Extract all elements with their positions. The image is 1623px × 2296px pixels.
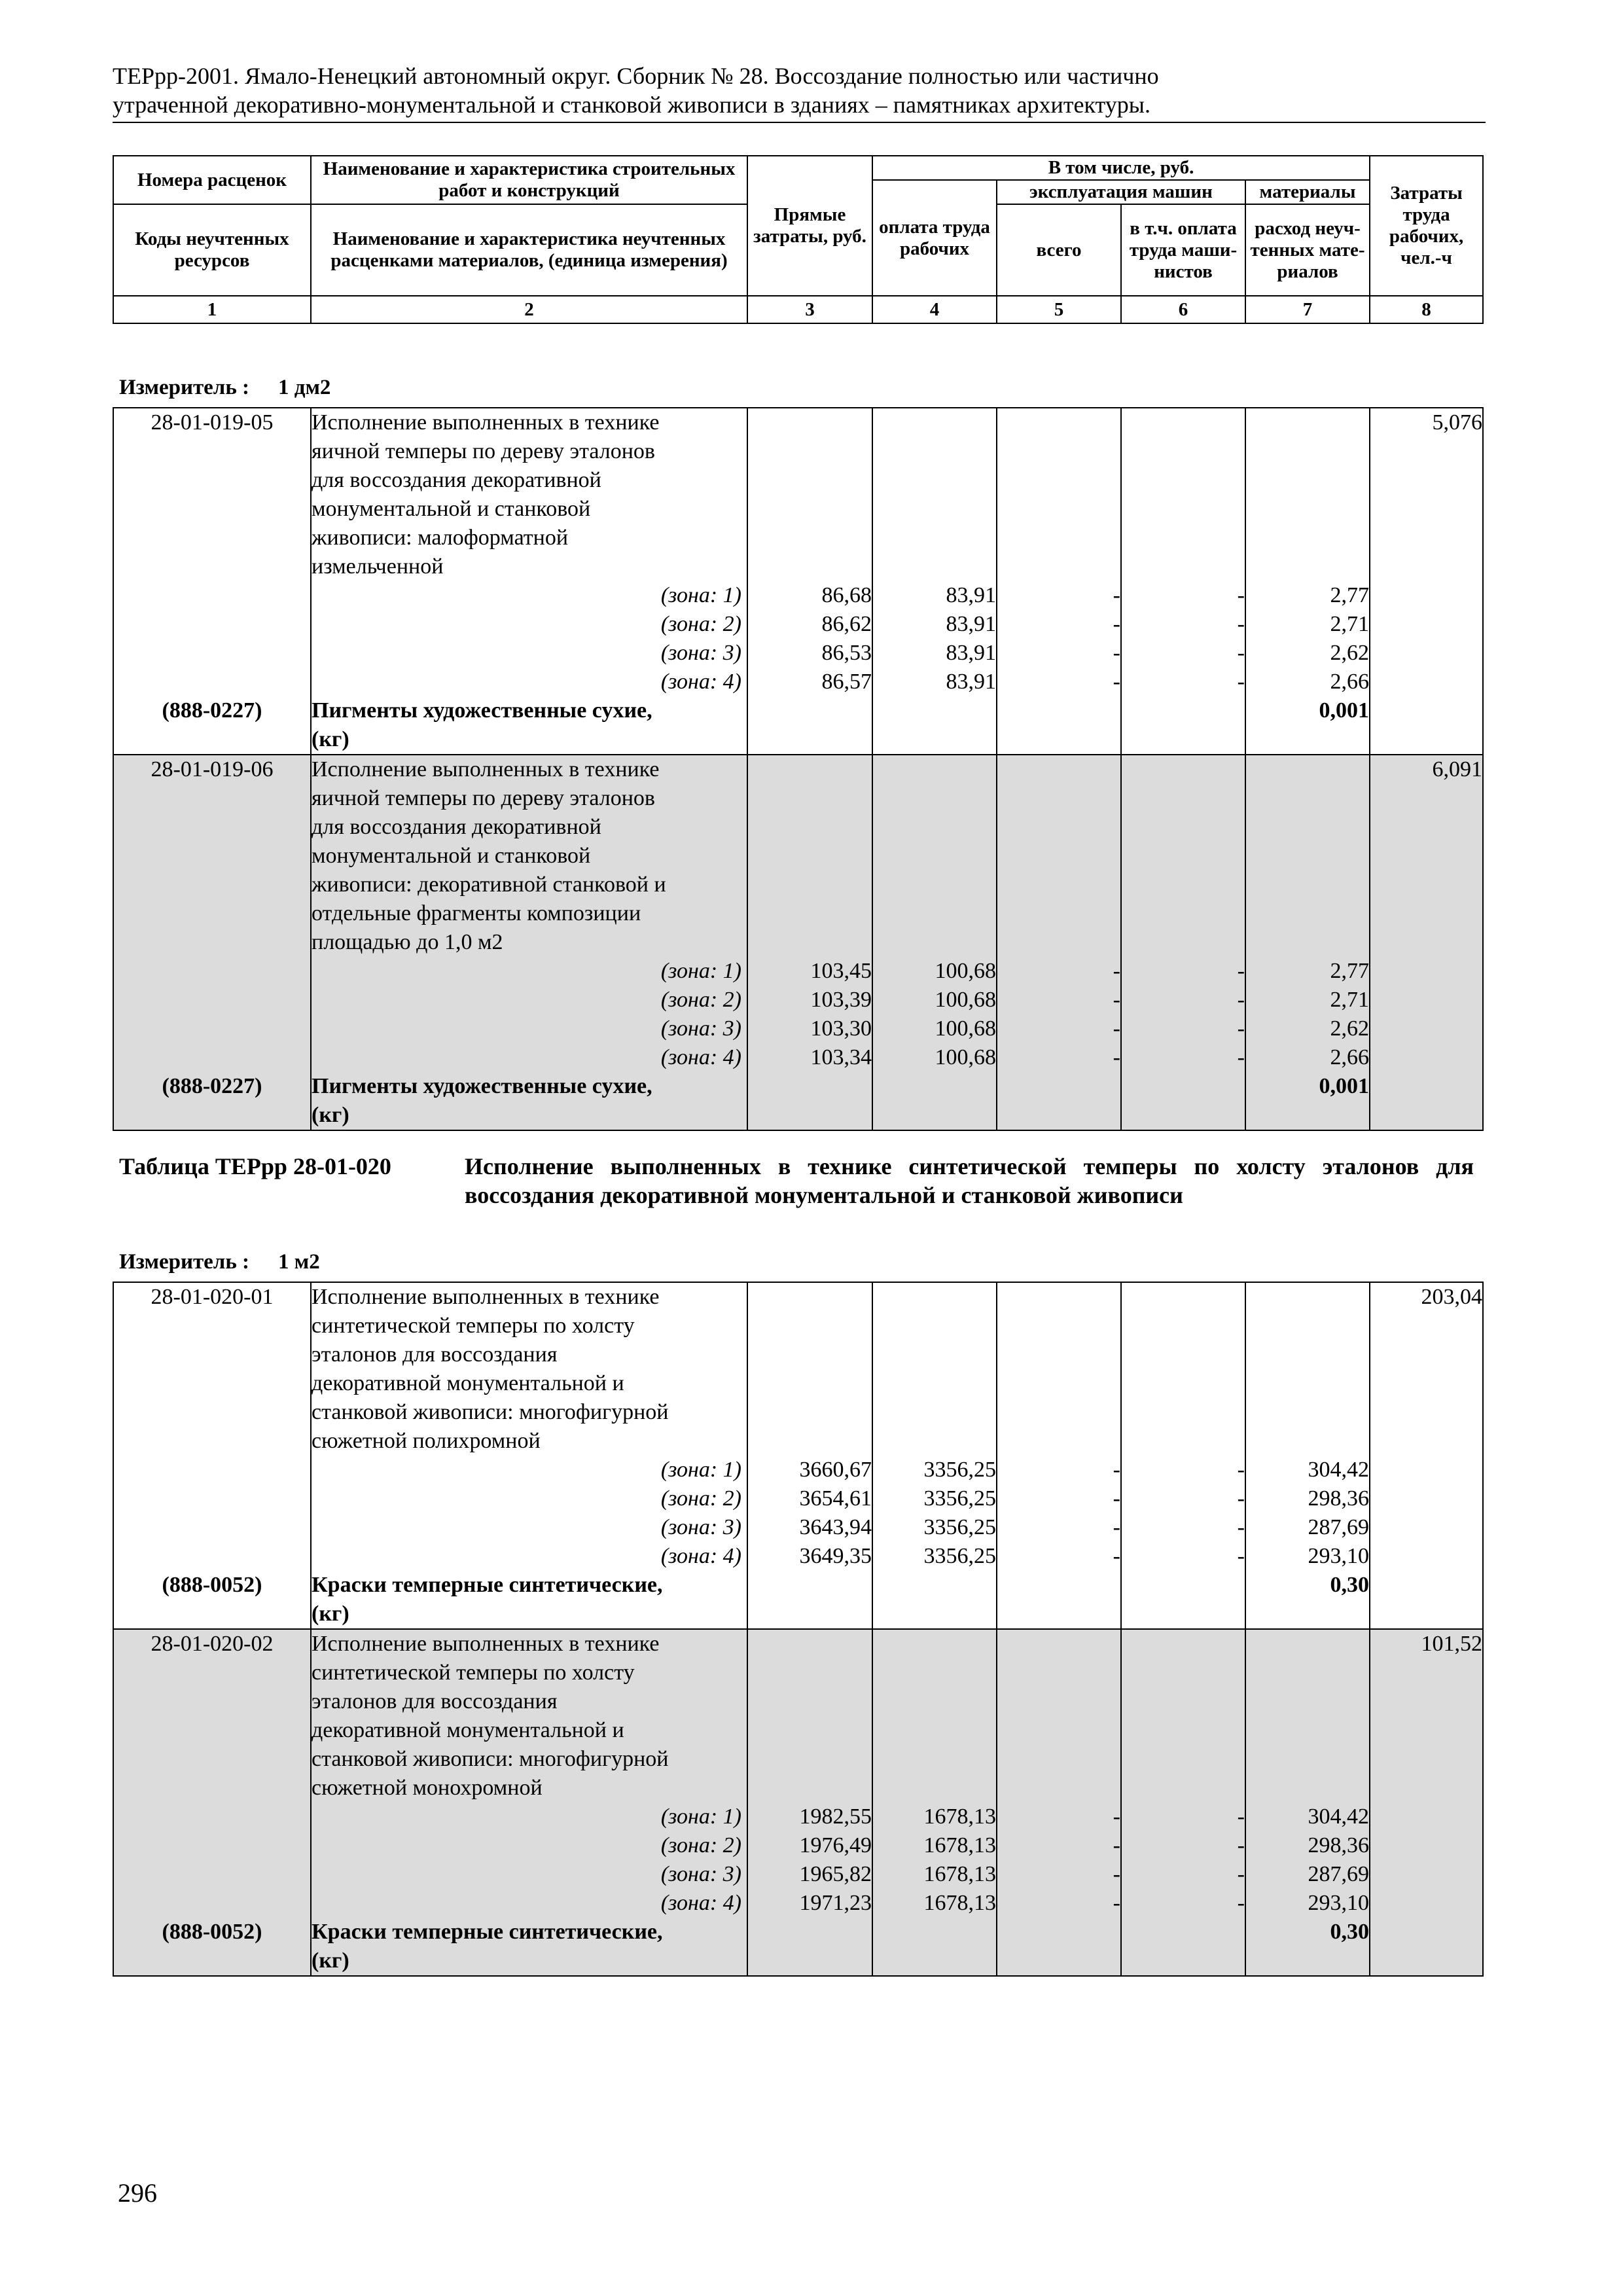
direct-cost-cell xyxy=(747,1282,872,1629)
hdr-resource-codes: Коды неучтенных ресурсов xyxy=(113,204,311,296)
direct-cost: 3649,35 xyxy=(799,1544,872,1568)
material-cost: 287,69 xyxy=(1308,1515,1369,1539)
machinist-pay: - xyxy=(1237,1833,1245,1857)
resource-code: (888-0052) xyxy=(162,1573,262,1597)
header-line-1: ТЕРрр-2001. Ямало-Ненецкий автономный округ. Сборник № 28. Воссоздание полностью или частично xyxy=(113,63,1159,89)
worker-pay: 3356,25 xyxy=(923,1544,996,1568)
col-number: 7 xyxy=(1245,296,1370,323)
worker-pay: 83,91 xyxy=(946,670,996,694)
material-cost-cell xyxy=(1245,1629,1370,1976)
machines-total: - xyxy=(1113,1862,1120,1886)
labor-cost-cell xyxy=(1370,1282,1483,1629)
table-title-text: Исполнение выполненных в технике синтетической темперы по холсту эталонов для воссоздания декоративной монументальной и станковой живописи xyxy=(465,1153,1474,1208)
direct-cost: 86,68 xyxy=(821,583,872,607)
machines-total: - xyxy=(1113,959,1120,983)
material-cost: 2,71 xyxy=(1330,612,1369,636)
worker-pay: 1678,13 xyxy=(923,1804,996,1829)
description-line: синтетической темперы по холсту xyxy=(312,1314,635,1338)
rate-entry xyxy=(113,1629,1483,1976)
zone-label: (зона: 3) xyxy=(660,1862,741,1886)
material-cost: 298,36 xyxy=(1308,1486,1369,1511)
machines-total-cell xyxy=(997,755,1121,1130)
description-line: отдельные фрагменты композиции xyxy=(312,901,641,925)
zone-label: (зона: 2) xyxy=(660,612,741,636)
machines-total: - xyxy=(1113,641,1120,665)
rate-code: 28-01-019-05 xyxy=(151,410,274,435)
machinist-pay: - xyxy=(1237,583,1245,607)
worker-pay: 1678,13 xyxy=(923,1891,996,1915)
resource-unit: (кг) xyxy=(312,1602,349,1626)
measure-value: 1 м2 xyxy=(278,1250,320,1274)
direct-cost: 3643,94 xyxy=(799,1515,872,1539)
machines-total: - xyxy=(1113,1833,1120,1857)
table-title xyxy=(119,1152,1474,1210)
direct-cost: 103,45 xyxy=(810,959,872,983)
worker-pay: 1678,13 xyxy=(923,1862,996,1886)
zone-label: (зона: 3) xyxy=(660,641,741,665)
direct-cost: 1971,23 xyxy=(799,1891,872,1915)
machines-total-cell xyxy=(997,1282,1121,1629)
direct-cost-cell xyxy=(747,408,872,755)
description-line: Исполнение выполненных в технике xyxy=(312,1285,660,1309)
resource-name: Краски темперные синтетические, xyxy=(312,1573,663,1597)
description-line: декоративной монументальной и xyxy=(312,1718,624,1742)
zone-label: (зона: 1) xyxy=(660,583,741,607)
labor-cost: 203,04 xyxy=(1421,1285,1482,1309)
zone-label: (зона: 4) xyxy=(660,1544,741,1568)
rate-description-cell xyxy=(311,408,747,755)
hdr-labor-costs: Затраты труда рабочих, чел.-ч xyxy=(1370,156,1483,296)
material-cost: 2,66 xyxy=(1330,1045,1369,1069)
description-line: монументальной и станковой xyxy=(312,497,591,521)
material-cost-cell xyxy=(1245,408,1370,755)
material-cost: 298,36 xyxy=(1308,1833,1369,1857)
zone-label: (зона: 2) xyxy=(660,988,741,1012)
description-line: эталонов для воссоздания xyxy=(312,1689,558,1713)
machinist-pay: - xyxy=(1237,1515,1245,1539)
machinist-pay: - xyxy=(1237,1862,1245,1886)
machines-total: - xyxy=(1113,1486,1120,1511)
zone-label: (зона: 3) xyxy=(660,1515,741,1539)
table-title-label: Таблица ТЕРрр 28-01-020 xyxy=(119,1153,391,1179)
labor-cost-cell xyxy=(1370,408,1483,755)
labor-cost: 5,076 xyxy=(1432,410,1482,435)
direct-cost: 103,30 xyxy=(810,1016,872,1041)
worker-pay: 3356,25 xyxy=(923,1458,996,1482)
machines-total-cell xyxy=(997,1629,1121,1976)
worker-pay: 100,68 xyxy=(935,1045,996,1069)
hdr-rates-numbers: Номера расценок xyxy=(113,156,311,204)
worker-pay: 83,91 xyxy=(946,641,996,665)
direct-cost-cell xyxy=(747,755,872,1130)
rates-table-1 xyxy=(113,407,1484,1131)
description-line: станковой живописи: многофигурной xyxy=(312,1400,669,1424)
col-number: 8 xyxy=(1370,296,1483,323)
hdr-machines-total: всего xyxy=(997,204,1121,296)
description-line: синтетической темперы по холсту xyxy=(312,1660,635,1685)
resource-code: (888-0227) xyxy=(162,1074,262,1098)
material-cost: 2,66 xyxy=(1330,670,1369,694)
rate-entry xyxy=(113,1282,1483,1629)
machines-total: - xyxy=(1113,1016,1120,1041)
description-line: эталонов для воссоздания xyxy=(312,1342,558,1367)
description-line: для воссоздания декоративной xyxy=(312,815,601,839)
resource-unit: (кг) xyxy=(312,727,349,751)
hdr-material-name: Наименование и характеристика неучтенных расценками материалов, (единица измерения) xyxy=(311,204,747,296)
zone-label: (зона: 1) xyxy=(660,1458,741,1482)
zone-label: (зона: 4) xyxy=(660,670,741,694)
machines-total-cell xyxy=(997,408,1121,755)
measure-unit-2 xyxy=(119,1250,320,1274)
machines-total: - xyxy=(1113,1515,1120,1539)
page-header xyxy=(113,62,1486,123)
measure-label: Измеритель : xyxy=(119,1250,250,1274)
machinist-pay: - xyxy=(1237,612,1245,636)
hdr-material-consumption: расход неуч-тенных мате-риалов xyxy=(1245,204,1370,296)
direct-cost: 103,34 xyxy=(810,1045,872,1069)
resource-quantity: 0,001 xyxy=(1319,1074,1369,1098)
description-line: декоративной монументальной и xyxy=(312,1371,624,1395)
col-number: 2 xyxy=(311,296,747,323)
zone-label: (зона: 3) xyxy=(660,1016,741,1041)
resource-quantity: 0,30 xyxy=(1330,1573,1369,1597)
machinist-pay: - xyxy=(1237,988,1245,1012)
zone-label: (зона: 1) xyxy=(660,1804,741,1829)
rate-description-cell xyxy=(311,1629,747,1976)
rate-description-cell xyxy=(311,755,747,1130)
description-line: измельченной xyxy=(312,554,444,579)
description-line: живописи: декоративной станковой и xyxy=(312,872,666,897)
machinist-pay-cell xyxy=(1121,1282,1245,1629)
material-cost: 2,71 xyxy=(1330,988,1369,1012)
worker-pay: 3356,25 xyxy=(923,1515,996,1539)
worker-pay-cell xyxy=(872,1629,997,1976)
material-cost: 2,62 xyxy=(1330,1016,1369,1041)
zone-label: (зона: 4) xyxy=(660,1891,741,1915)
direct-cost: 1982,55 xyxy=(799,1804,872,1829)
direct-cost: 86,57 xyxy=(821,670,872,694)
machinist-pay-cell xyxy=(1121,408,1245,755)
description-line: для воссоздания декоративной xyxy=(312,468,601,492)
material-cost: 304,42 xyxy=(1308,1804,1369,1829)
column-header-table xyxy=(113,155,1484,324)
machines-total: - xyxy=(1113,670,1120,694)
hdr-worker-pay: оплата труда рабочих xyxy=(872,180,997,296)
description-line: Исполнение выполненных в технике xyxy=(312,410,660,435)
measure-label: Измеритель : xyxy=(119,376,250,399)
material-cost: 2,62 xyxy=(1330,641,1369,665)
rate-code-cell xyxy=(113,1282,311,1629)
resource-quantity: 0,30 xyxy=(1330,1920,1369,1944)
machinist-pay: - xyxy=(1237,641,1245,665)
machines-total: - xyxy=(1113,1458,1120,1482)
worker-pay: 3356,25 xyxy=(923,1486,996,1511)
col-number: 5 xyxy=(997,296,1121,323)
rate-entry xyxy=(113,755,1483,1130)
machinist-pay: - xyxy=(1237,670,1245,694)
rate-code-cell xyxy=(113,408,311,755)
col-number: 1 xyxy=(113,296,311,323)
direct-cost: 3660,67 xyxy=(799,1458,872,1482)
description-line: Исполнение выполненных в технике xyxy=(312,757,660,781)
material-cost: 2,77 xyxy=(1330,959,1369,983)
description-line: станковой живописи: многофигурной xyxy=(312,1747,669,1771)
labor-cost-cell xyxy=(1370,1629,1483,1976)
material-cost: 304,42 xyxy=(1308,1458,1369,1482)
zone-label: (зона: 2) xyxy=(660,1486,741,1511)
hdr-work-name: Наименование и характеристика строительных работ и конструкций xyxy=(311,156,747,204)
description-line: сюжетной полихромной xyxy=(312,1429,541,1453)
direct-cost: 3654,61 xyxy=(799,1486,872,1511)
description-line: монументальной и станковой xyxy=(312,844,591,868)
rate-description-cell xyxy=(311,1282,747,1629)
material-cost: 2,77 xyxy=(1330,583,1369,607)
resource-code: (888-0052) xyxy=(162,1920,262,1944)
machines-total: - xyxy=(1113,1804,1120,1829)
zone-label: (зона: 1) xyxy=(660,959,741,983)
worker-pay-cell xyxy=(872,408,997,755)
material-cost-cell xyxy=(1245,1282,1370,1629)
labor-cost-cell xyxy=(1370,755,1483,1130)
worker-pay: 100,68 xyxy=(935,988,996,1012)
machinist-pay: - xyxy=(1237,1544,1245,1568)
hdr-machine-operation: эксплуатация машин xyxy=(997,180,1245,204)
zone-label: (зона: 2) xyxy=(660,1833,741,1857)
worker-pay: 100,68 xyxy=(935,959,996,983)
material-cost: 293,10 xyxy=(1308,1544,1369,1568)
rate-code: 28-01-020-01 xyxy=(151,1285,274,1309)
description-line: сюжетной монохромной xyxy=(312,1776,543,1800)
resource-name: Пигменты художественные сухие, xyxy=(312,698,652,723)
worker-pay-cell xyxy=(872,755,997,1130)
rate-entry xyxy=(113,408,1483,755)
machinist-pay: - xyxy=(1237,959,1245,983)
col-number: 3 xyxy=(747,296,872,323)
machinist-pay: - xyxy=(1237,1016,1245,1041)
hdr-direct-costs: Прямые затраты, руб. xyxy=(747,156,872,296)
worker-pay: 100,68 xyxy=(935,1016,996,1041)
machines-total: - xyxy=(1113,1891,1120,1915)
zone-label: (зона: 4) xyxy=(660,1045,741,1069)
worker-pay-cell xyxy=(872,1282,997,1629)
material-cost-cell xyxy=(1245,755,1370,1130)
description-line: Исполнение выполненных в технике xyxy=(312,1632,660,1656)
machines-total: - xyxy=(1113,612,1120,636)
direct-cost: 103,39 xyxy=(810,988,872,1012)
resource-unit: (кг) xyxy=(312,1948,349,1973)
machines-total: - xyxy=(1113,583,1120,607)
worker-pay: 83,91 xyxy=(946,612,996,636)
machines-total: - xyxy=(1113,988,1120,1012)
measure-unit-1 xyxy=(119,376,330,400)
resource-unit: (кг) xyxy=(312,1103,349,1127)
machines-total: - xyxy=(1113,1544,1120,1568)
machinist-pay: - xyxy=(1237,1486,1245,1511)
description-line: яичной темперы по дереву эталонов xyxy=(312,439,655,463)
machines-total: - xyxy=(1113,1045,1120,1069)
measure-value: 1 дм2 xyxy=(278,376,331,399)
description-line: площадью до 1,0 м2 xyxy=(312,930,503,954)
machinist-pay: - xyxy=(1237,1045,1245,1069)
rate-code: 28-01-020-02 xyxy=(151,1632,274,1656)
rate-code: 28-01-019-06 xyxy=(151,757,274,781)
machinist-pay: - xyxy=(1237,1891,1245,1915)
resource-code: (888-0227) xyxy=(162,698,262,723)
resource-quantity: 0,001 xyxy=(1319,698,1369,723)
description-line: яичной темперы по дереву эталонов xyxy=(312,786,655,810)
resource-name: Пигменты художественные сухие, xyxy=(312,1074,652,1098)
labor-cost: 101,52 xyxy=(1421,1632,1482,1656)
material-cost: 287,69 xyxy=(1308,1862,1369,1886)
rate-code-cell xyxy=(113,1629,311,1976)
direct-cost-cell xyxy=(747,1629,872,1976)
worker-pay: 1678,13 xyxy=(923,1833,996,1857)
hdr-materials: материалы xyxy=(1245,180,1370,204)
hdr-machinist-pay: в т.ч. оплата труда маши-нистов xyxy=(1121,204,1245,296)
description-line: живописи: малоформатной xyxy=(312,526,569,550)
hdr-including: В том числе, руб. xyxy=(872,156,1370,180)
col-number: 6 xyxy=(1121,296,1245,323)
page-number: 296 xyxy=(118,2178,157,2208)
machinist-pay: - xyxy=(1237,1458,1245,1482)
machinist-pay-cell xyxy=(1121,755,1245,1130)
machinist-pay-cell xyxy=(1121,1629,1245,1976)
col-number: 4 xyxy=(872,296,997,323)
header-line-2: утраченной декоративно-монументальной и станковой живописи в зданиях – памятниках архитектуры. xyxy=(113,92,1150,118)
machinist-pay: - xyxy=(1237,1804,1245,1829)
rate-code-cell xyxy=(113,755,311,1130)
rates-table-2 xyxy=(113,1282,1484,1977)
direct-cost: 86,53 xyxy=(821,641,872,665)
labor-cost: 6,091 xyxy=(1432,757,1482,781)
direct-cost: 1965,82 xyxy=(799,1862,872,1886)
material-cost: 293,10 xyxy=(1308,1891,1369,1915)
direct-cost: 1976,49 xyxy=(799,1833,872,1857)
resource-name: Краски темперные синтетические, xyxy=(312,1920,663,1944)
direct-cost: 86,62 xyxy=(821,612,872,636)
worker-pay: 83,91 xyxy=(946,583,996,607)
